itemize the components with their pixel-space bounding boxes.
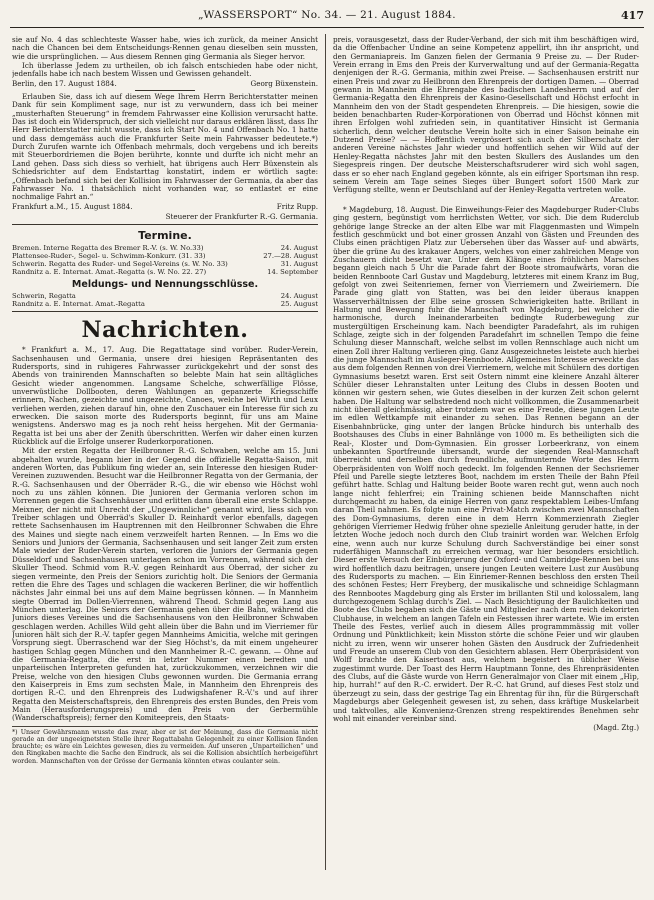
list-item: Schwerin, Regatta 24. August xyxy=(12,292,318,301)
paragraph: sie auf No. 4 das schlechteste Wasser habe, wies ich zurück, da meiner Ansicht nach die Chancen bei dem Entscheidungs-Rennen genau dieselben sein mussten, wie die ursprünglichen. — Aus diesem Rennen ging Germania als Sieger hervor. xyxy=(12,36,318,61)
list-item: Randnitz a. E. Internat. Amat.-Regatta (s. W. No. 22. 27) 14. September xyxy=(12,268,318,277)
page-header xyxy=(10,9,644,28)
meldungs-list xyxy=(12,292,318,308)
signature-name: (Magd. Ztg.) xyxy=(593,723,639,733)
paragraph: Ich überlasse Jedem zu urtheilen, ob ich falsch entschieden habe oder nicht, jedenfalls habe ich nach bestem Wissen und Gewissen gehandelt. xyxy=(12,61,318,79)
meldungs-heading: Meldungs- und Nennungsschlüsse. xyxy=(71,279,259,291)
signature-line xyxy=(333,724,639,732)
footnote: *) Unser Gewährsmann wusste das zwar, aber er ist der Meinung, dass die Germania nicht gerade an der ungeeignetsten Stelle ihrer Regattabahn Gelegenheit zu einer Kollision fänden brauchte; es wäre ein Leichtes gewesen, dies zu vermeiden. Auf unseren „Unparteilichen“ und den Ringkaben machte die Sache den Eindruck, als sei die Kollision absichtlich herbeigeführt worden. Mannschaften von der Grösse der Germania könnten etwas coulanter sein. xyxy=(12,726,318,765)
paragraph: * Magdeburg, 18. August. Die Einweihungs-Feier des Magdeburger Ruder-Clubs ging gestern, begünstigt vom herrlichsten Wetter, vor sich. Die dem Ruderclub gehörige lange Strecke an der alten Elbe war mit Flaggenmasten und Wimpeln festlich geschmückt und bot einer grossen Anzahl von Gästen und Freunden des Clubs einen prächtigen Platz zur Uebersehen über das Wasser auf- und abwärts, über die grüne Au des krakauer Angers, welches von einer zahlreichen Menge von Zuschauern dicht besetzt war. Unter dem Klänge eines fröhlichen Marsches begann gleich nach 5 Uhr die Parade fahrt der Boote stromaufwärts, voran die beiden Rennboote Carl Gustav und Magdeburg, letzteres mit einem Kranz im Bug, gefolgt von zwei Seitenriemen, ferner von Vierriemern und Zweiriemern. Die Parade ging glatt von Statten, was bei den leider überaus knappen Wasserverhältnissen der Elbe seine grossen Schwierigkeiten hatte. Brillant in Haltung und Bewegung fuhr die Mannschaft von Magdeburg, bei welcher die harmonische, durch Ineinanderarbeiten bedingte Ruderbewegung zur mustergültigen Erscheinung kam. Nach beendigter Paradefahrt, als im ruhigen Schlage, zeigte sich in der folgenden Paradefahrt im schnellen Tempo die feine Schulung dieser Mannschaft, welche selbst im vollen Rennschlage auch nicht um einen Zoll ihrer Haltung verlieren ging. Ganz Ausgezeichnetes leistete auch hierbei die junge Mannschaft im Ausleger-Rennboote. Allgemeines Interesse erweckte das aus dem folgenden Rennen von drei Vierriemern, welche mit Schülern des dortigen Gymnasiums besetzt waren. Erst seit Ostern nimmt eine kleinere Anzahl älterer Schüler dieser Lehranstalten unter Leitung des Clubs in dessen Booten und können wir gestern sehen, wie Gutes dieselben in der kurzen Zeit schon gelernt haben. Die Haltung war selbstredend noch nicht vollkommen, die Zusammenarbeit nicht überall gleichmässig, aber trotzdem war es eine Freude, diese jungen Leute im edlen Wettkampfe mit einander zu sehen. Das Rennen begann an der Eisenbahnbrücke, ging unter der langen Brücke hindurch bis unterhalb des Bootshauses des Clubs in einer Bahnlänge von 1000 m. Es betheiligten sich die Real-, Kloster und Dom-Gymnasien. Ein grosser Lorbeerkranz, von einem unbekannten Sportfreunde übersandt, wurde der siegenden Real-Mannschaft überreicht und derselben durch freundliche, aufmunternde Worte des Herrn Oberpräsidenten von Wolff noch gedeckt. Im folgenden Rennen der Sechsriemer Pfeil und Parelle siegte letzteres Boot, nachdem im ersten Theile der Bahn Pfeil geführt hatte. Schlag und Haltung beider Boote waren recht gut, wenn auch noch lange nicht fehlerfrei; ein Training schienen beide Mannschaften nicht durchgemacht zu haben, da einige Herren von ganz respektablem Leibes-Umfang daran Theil nahmen. Es folgte nun eine Privat-Match zwischen zwei Mannschaften des Dom-Gymnasiums, deren eine in dem Herrn Kommerzienrath Ziegler gehörigen Vierriemer Hedwig früher ohne spezielle Anleitung geruder hatte, in der letzten Woche jedoch noch durch den Club trainirt worden war. Welchen Erfolg eine, wenn auch nur kurze Schulung durch Sachverständige bei einer sonst ruderfähigen Mannschaft zu erreichen vermag, war hier besonders ersichtlich. Dieser erste Versuch der Einbürgerung der Oxford- und Cambridge-Rennen bei uns wird hoffentlich dazu beitragen, unsere jungen Leuten weitere Lust zur Ausübung des Rudersports zu machen. — Ein Einriemer-Rennen beschloss den ersten Theil des schönen Festes; Herr Freyberg, der musikalische und schneidige Schlagmann des Rennbootes Magdeburg ging als Erster im brillanten Stil und kolossalem, lang durchgezogenem Schlag durch's Ziel. — Nach Besichtigung der Baulichkeiten und Boote des Clubs begaben sich die Gäste und Mitglieder nach dem reich dekorirten Clubhause, in welchem an langen Tafeln ein Festessen ihrer wartete. Wie im ersten Theile des Festes, verlief auch in diesem Alles programmmässig mit voller Ordnung und Pünktlichkeit; kein Misston störte die schöne Feier und wir glauben nicht zu irren, wenn wir unserer hohen Gästen den Ausdruck der Zufriedenheit und Freude an unserem Club von den Gesichtern ablasen. Herr Oberpräsident von Wolff brachte den Kaisertoast aus, welchem begeistert in üblicher Weise zugestimmt wurde. Der Toast des Herrn Hauptmann Tonne, des Ehrenpräsidenten des Clubs, auf die Gäste wurde von Herrn Generalmajor von Claer mit einem „Hip, hip, hurrah!“ auf den R.-C. erwidert. Der R.-C. hat Grund, auf dieses Fest stolz und überzeugt zu sein, dass der gestrige Tag ein Ehrentag für ihn, für die Bürgerschaft Magdeburgs aber Gelegenheit gewesen ist, zu sehen, dass kräftige Muskelarbeit und taktvolles, alle Konvenienz-Grenzen streng respektirendes Benehmen sehr wohl mit einander vereinbar sind. xyxy=(333,204,639,723)
journal-title: „WASSERSPORT“ No. 34. — 21. August 1884. xyxy=(198,9,456,21)
signature-role: Steuerer der Frankfurter R.-G. Germania. xyxy=(165,211,318,221)
nachrichten-heading: Nachrichten. xyxy=(81,317,249,344)
signature-line xyxy=(12,203,318,211)
signature-name: Arcator. xyxy=(609,194,639,204)
divider xyxy=(135,90,195,91)
divider xyxy=(12,311,318,312)
termine-heading: Termine. xyxy=(138,229,192,243)
signature-role-line xyxy=(12,213,318,221)
list-item: Schwerin. Regatta des Ruder- und Segel-Vereins (s. W. No. 33) 31. August xyxy=(12,260,318,269)
signature-place: Berlin, den 17. August 1884. xyxy=(12,78,117,88)
page-number: 417 xyxy=(621,9,644,22)
list-item: Plattensee-Ruder-, Segel- u. Schwimm-Konkurr. (31. 33) 27.—28. August xyxy=(12,252,318,261)
termine-list xyxy=(12,244,318,276)
paragraph: preis, vorausgesetzt, dass der Ruder-Verband, der sich mit ihm beschäftigen wird, da die Offenbacher Undine an seine Kompetenz appellirt, ihn ihr anspricht, und den Germaniapreis. Im Ganzen fielen der Germania 9 Preise zu. — Der Ruder-Verein errang in Ems den Preis der Kurverwaltung und auf der Germania-Regatta denjenigen der R.-G. Germania, mithin zwei Preise. — Sachsenhausen erstritt nur einen Preis und zwar zu Heilbronn den Ehrenpreis der dortigen Damen. — Oberrad gewann in Mannheim die Ehrengabe des badischen Landesherrn und auf der Germania-Regatta den Ehrenpreis der Kasino-Gesellschaft und Höchst erfocht in Mannheim den von der Stadt gespendeten Ehrenpreis. — Die hiesigen, sowie die beiden benachbarten Ruder-Korporationen von Oberrad und Höchst können mit ihren Erfolgen wohl zufrieden sein, in quantitativer Hinsicht ist Germania sicherlich, denn welcher deutsche Verein holte sich in einer Saison beinahe ein Dutzend Preise? — — Hoffentlich vergrössert sich auch der Silberschatz der anderen Vereine nächstes Jahr wieder und hoffentlich sehen wir Wild auf der Henley-Regatta nächstes Jahr mit den besten Skullers des Auslandes um den Siegespreis ringen. Der deutsche Meisterschaftsruderer wird sich wohl sagen, dass er so eher nach England gegeben könnte, als ein eifriger Sportsman ihn resp. seinem Verein am Tage seines Sieges über Bungert sofort 1500 Mark zur Verfügung stellte, wenn er Deutschland auf der Henley-Regatta vertreten wolle. xyxy=(333,36,639,195)
signature-name: Fritz Rupp. xyxy=(276,201,318,211)
left-column xyxy=(12,36,318,868)
paragraph: Mit der ersten Regatta der Heilbronner R.-G. Schwaben, welche am 15. Juni abgehalten wurde, begann hier in der Gegend die offizielle Regatta-Saison, mit anderen Worten, das Publikum fing wieder an, sein Interesse den hiesigen Ruder-Vereinen zuzuwenden. Besucht war die Heilbronner Regatta von der Germania, der R.-G. Sachsenhausen und der Oberräder R.-G., die wir ebenso wie Höchst wohl noch zu uns zählen können. Die Junioren der Germania verloren schon im Vorrennen gegen die Sachsenhäuser und erlitten dann überall eine erste Schlappe. Meixner, der nicht mit Unrecht der „Ungewinnliche“ genannt wird, liess sich von Treiber schlagen und Oberräd's Skuller D. Reinhardt verlor ebenfalls, dagegen rettete Sachsenhausen im Hauptrennen mit den Heilbronner Schwaben die Ehre des Maines und siegte nach einem verzweifelt harten Rennen. — In Ems wo die Seniors und Juniors der Germania, Sachsenhausen und seit langer Zeit zum ersten Male wieder der Ruder-Verein starten, verloren die Juniors der Germania gegen Düsseldorf und Sachsenhausen unterlagen schon im Vorrennen, während sich der Skuller Theod. Schmid vom R.-V. gegen Reinhardt aus Oberrad, der sicher zu siegen vermeinte, den Preis der Seniors zurichtig holt. Die Seniors der Germania retten die Ehre des Tages und schlagen die wackeren Berliner, die wir hoffentlich nächstes Jahr einmal bei uns auf dem Maine begrüssen können. — In Mannheim siegte Oberrad im Dollen-Vierrennen, während Theod. Schmid gegen Lang aus München unterlag. Die Seniors der Germania gehen über die Bahn, während die Juniors dieses Vereines und die Sachsenhausens von den Heilbronner Schwaben geschlagen werden. Achilles Wild geht allein über die Bahn und im Vierriemer für Junioren hält sich der R.-V. tapfer gegen Mannheims Amicitia, welche mit geringen Vorsprung siegt. Überraschend war der Sieg Höchst's, da mit einem ungeheurer hastigen Schlag gegen München und den Mannheimer R.-C. gewann. — Ohne auf die Germania-Regatta, die erst in letzter Nummer einen beredten und unparteiischen Interpreten gefunden hat, zurückzukommen, verzeichnen wir die Preise, welche von den hiesigen Clubs gewonnen wurden. Die Germania errang den Kaiserpreis in Ems zum sechsten Male, in Mannheim den Ehrenpreis des dortigen R.-C. und den Ehrenpreis des Ludwigshafener R.-V.'s und auf ihrer Regatta den Meisterschaftspreis, den Ehrenpreis des ersten Bundes, den Preis vom Main (Herausforderungspreis) und den Preis von der Gerbermühle (Wanderschaftspreis); ferner den Komiteepreis, den Staats- xyxy=(12,446,318,723)
column-rule xyxy=(325,34,326,870)
signature-name: Georg Büxenstein. xyxy=(250,78,318,88)
right-column xyxy=(333,36,639,868)
signature-line xyxy=(12,80,318,88)
signature-line xyxy=(333,196,639,204)
list-item: Randnitz a. E. Internat. Amat.-Regatta 25. August xyxy=(12,300,318,309)
list-item: Bremen. Interne Regatta des Bremer R.-V. (s. W. No.33) 24. August xyxy=(12,244,318,253)
signature-place: Frankfurt a.M., 15. August 1884. xyxy=(12,201,133,211)
divider xyxy=(12,224,318,225)
paragraph: Erlauben Sie, dass ich auf diesem Wege Ihrem Herrn Berichterstatter meinen Dank für sein Kompliment sage, nur ist zu verwundern, dass ich bei meiner „musterhaften Steuerung“ in fremdem Fahrwasser eine Kollision verursacht hatte. Das ist doch ein Widerspruch, der sich vielleicht nur daraus erklären lässt, dass Ihr Herr Berichterstatter nicht wusste, dass ich Start No. 4 und Offenbach No. 1 hatte und dass demgemäss auch die Frankfurter Seite mein Fahrwasser bedeutete.*) Durch Zurufen warnte ich Offenbach mehrmals, doch vergebens und ich bereits mit Steuerbordriemen die Bojen berührte, konnte und durfte ich nicht mehr an Land gehen. Dass sich diess so verhielt, hat übrigens auch Herr Büxenstein als Schiedsrichter auf dem Endstarttag konstatirt, indem er wörtlich sagte: „Offenbach befand sich bei der Kollision im Fahrwasser der Germania, da aber das Fahrwasser No. 1 thatsächlich nicht vorhanden war, so entlastet er eine nochmalige Fahrt an.“ xyxy=(12,92,318,202)
paragraph: * Frankfurt a. M., 17. Aug. Die Regattatage sind vorüber. Ruder-Verein, Sachsenhausen und Germania, unsere drei hiesigen Repräsentanten des Rudersports, sind in ruhigeres Fahrwasser zurückgekehrt und der sonst des Abends von trainirenden Mannschaften so belebte Main hat sein alltägliches Gesicht wieder angenommen. Langsame Schelche, schwerfällige Flösse, unverwüstliche Dollbooten, deren Wahlungen an gepanzerte Kriegsschiffe erinnern, Nachen, gezeichte und ungezeichte, Canoes, welche bei Wirth und Leux verliehen werden, ziehen darauf hin, ohne den Zuschauer ein Interesse für sich zu erwecken. Die saison morte des Rudersports beginnt, für uns am Maine wenigstens. Anderswo mag es ja noch reht heiss hergehen. Mit der Germania-Regatta ist bei uns aber der Zenith überschritten. Werfen wir daher einen kurzen Rückblick auf die Erfolge unserer Ruderkorporationen. xyxy=(12,345,318,446)
